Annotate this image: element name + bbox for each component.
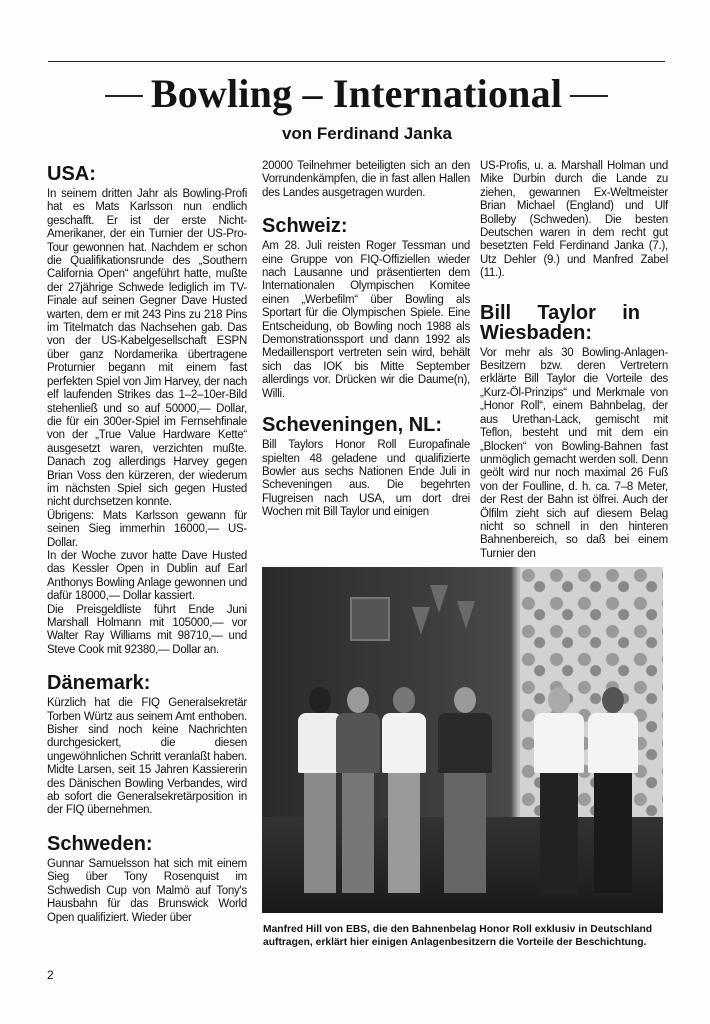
paragraph: Gunnar Samuelsson hat sich mit einem Sieg über Tony Rosenquist im Schwedish Cup von Malmö auf Tony's Hausbahn für das Brunswick World Open qualifiziert. Wieder über	[47, 857, 247, 924]
column-2	[262, 160, 470, 520]
paragraph: Die Preisgeldliste führt Ende Juni Marshall Holmann mit 105000,— vor Walter Ray Williams mit 98710,— und Steve Cook mit 92380,— Dollar an.	[47, 603, 247, 656]
person	[534, 687, 584, 893]
photo-caption: Manfred Hill von EBS, die den Bahnenbelag Honor Roll exklusiv in Deutschland auftragen, erklärt hier einigen Anlagenbesitzern die Vorteile der Beschichtung.	[263, 924, 653, 948]
section-heading-usa: USA:	[47, 163, 96, 185]
title-dash-left	[105, 95, 143, 97]
paragraph: In seinem dritten Jahr als Bowling-Profi hat es Mats Karlsson nun endlich geschafft. Er ist der erste Nicht-Amerikaner, der ein Turnier der US-Pro-Tour gewonnen hat. Nachdem er schon die Qualifikationsrunde des „Southern California Open“ angeführt hatte, mußte der 27jährige Schwede lediglich im TV-Finale auf seinen Gegner Dave Husted warten, dem er mit 243 Pins zu 218 Pins im Titelmatch das Nachsehen gab. Das von der US-Kabelgesellschaft ESPN über ganz Nordamerika übertragene Proturnier begann mit einem fast perfekten Spiel von Jim Harvey, der nach elf laufenden Strikes das 1–2–10er-Bild stehenließ und so auf 50000,— Dollar, die für ein 300er-Spiel im Fernsehfinale von der „True Value Hardware Kette“ ausgesetzt waren, verzichten mußte. Danach zog allerdings Harvey gegen Brian Voss den kürzeren, der wiederum im nächsten Spiel sich gegen Husted nicht durchsetzen konnte.	[47, 188, 247, 509]
photo-bowling-meeting	[262, 567, 663, 913]
section-heading-scheveningen: Scheveningen, NL:	[262, 414, 443, 437]
column-1	[47, 164, 247, 925]
paragraph: Bill Taylors Honor Roll Europafinale spielten 48 geladene und qualifizierte Bowler aus sechs Nationen Ende Juli in Scheveningen aus. Die begehrten Flugreisen nach USA, um dort drei Wochen mit Bill Taylor und einigen	[262, 439, 470, 519]
person	[588, 687, 638, 893]
section-heading-schweiz: Schweiz:	[262, 215, 348, 238]
paragraph: US-Profis, u. a. Marshall Holman und Mike Durbin durch die Lande zu ziehen, gewannen Ex-Weltmeister Brian Michael (England) und Ulf Bolleby (Schweden). Die besten Deutschen waren in dem recht gut besetzten Feld Ferdinand Janka (7.), Utz Dehler (9.) und Manfred Zabel (11.).	[480, 160, 668, 280]
title-banner	[48, 68, 665, 118]
column-3	[480, 160, 668, 561]
person	[336, 687, 380, 893]
paragraph: Übrigens: Mats Karlsson gewann für seinen Sieg immerhin 16000,— US-Dollar.	[47, 509, 247, 549]
title-dash-right	[570, 95, 608, 97]
wall-picture	[350, 597, 390, 641]
section-heading-wiesbaden: Bill Taylor in Wiesbaden:	[480, 301, 640, 344]
pennant	[412, 607, 430, 635]
top-rule	[48, 61, 665, 62]
section-heading-daenemark: Dänemark:	[47, 672, 151, 695]
pennant	[457, 601, 475, 629]
page-number: 2	[47, 968, 54, 982]
pennant	[430, 585, 448, 613]
paragraph: Am 28. Juli reisten Roger Tessman und eine Gruppe von FIQ-Offiziellen wieder nach Lausanne und präsentierten dem Internationalen Olympischen Komitee einen „Werbefilm“ über Bowling als Sportart für die Olympischen Spiele. Eine Entscheidung, ob Bowling noch 1988 als Demonstrationssport und dann 1992 als Medaillensport vertreten sein wird, behält sich das IOK bis Mitte September allerdings vor. Drücken wir die Daume(n), Willi.	[262, 240, 470, 400]
section-heading-schweden: Schweden:	[47, 832, 153, 855]
page-title: Bowling – International	[150, 70, 563, 116]
author-byline: von Ferdinand Janka	[281, 124, 453, 143]
paragraph: In der Woche zuvor hatte Dave Husted das Kessler Open in Dublin auf Earl Anthonys Bowling Anlage gewonnen und dafür 18000,— Dollar kassiert.	[47, 549, 247, 603]
paragraph: Vor mehr als 30 Bowling-Anlagen-Besitzern bzw. deren Vertretern erklärte Bill Taylor die Vorteile des „Kurz-Öl-Prinzips“ und Merkmale von „Honor Roll“, einem Bahnbelag, der aus Urethan-Lack, gemischt mit Teflon, besteht und mit dem ein „Blocken“ von Bowling-Bahnen fast unmöglich gemacht werden soll. Denn geölt wird nur noch maximal 26 Fuß von der Foulline, d. h. ca. 7–8 Meter, der Rest der Bahn ist ölfrei. Auch der Ölfilm zieht sich auf diesem Belag nicht so schnell in den hinteren Bahnenbereich, so daß bei einem Turnier den	[480, 346, 668, 560]
paragraph: Kürzlich hat die FIQ Generalsekretär Torben Würtz aus seinem Amt enthoben. Bisher sind noch keine Nachrichten durchgesickert, die diesen ungewöhnlichen Schritt veranlaßt haben. Midte Larsen, seit 15 Jahren Kassiererin des Dänischen Bowling Verbandes, wird ab sofort die Generalsekretärposition in der FIQ übernehmen.	[47, 697, 247, 817]
person	[382, 687, 426, 893]
paragraph: 20000 Teilnehmer beteiligten sich an den Vorrundenkämpfen, die in fast allen Hallen des Landes ausgetragen wurden.	[262, 160, 470, 199]
person	[438, 687, 492, 893]
